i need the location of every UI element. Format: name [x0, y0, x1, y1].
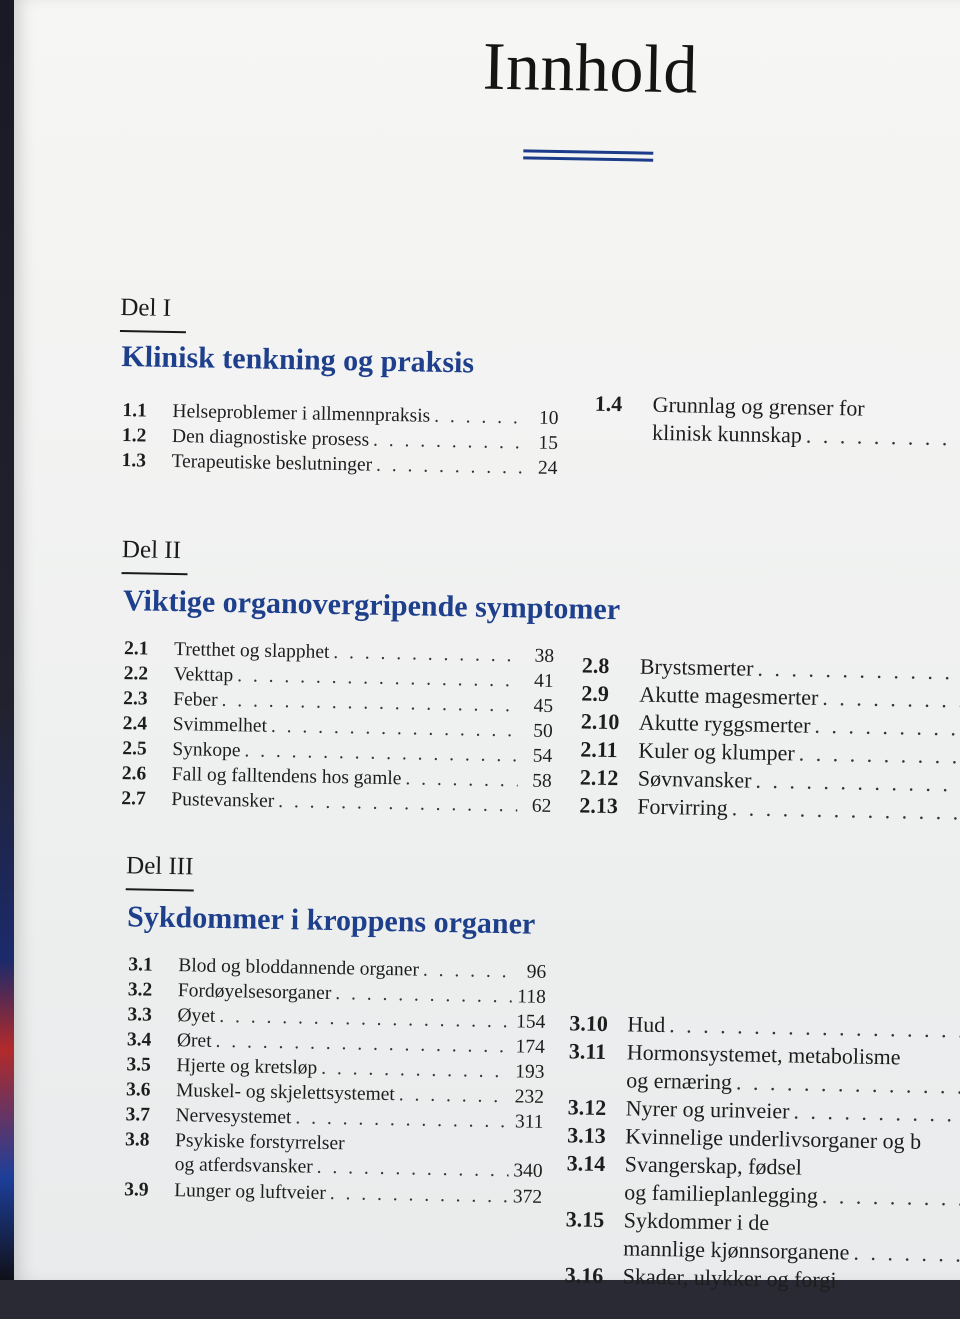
- part-label: Del III: [125, 852, 194, 881]
- entry-label: Psykiske forstyrrelser: [174, 1130, 345, 1155]
- toc-entry[interactable]: [579, 792, 960, 828]
- toc-entry[interactable]: [568, 1038, 960, 1102]
- toc-list-left: [124, 954, 547, 1212]
- entry-label: Sykdommer i de: [623, 1207, 770, 1236]
- leader-dots: [219, 1006, 511, 1033]
- entry-number: 2.11: [580, 736, 618, 763]
- entry-page: 10: [538, 407, 559, 430]
- toc-entry[interactable]: [594, 391, 960, 455]
- entry-label: Skader, ulykker og forgi: [622, 1263, 837, 1293]
- leader-dots: [822, 1183, 960, 1212]
- entry-label-continued: og ernæring: [626, 1067, 733, 1095]
- toc-entry[interactable]: [124, 1129, 543, 1187]
- leader-dots: [278, 791, 517, 817]
- entry-page: 54: [532, 745, 553, 767]
- entry-page: 154: [515, 1011, 546, 1033]
- entry-page: 118: [517, 986, 547, 1008]
- entry-number: 3.11: [568, 1038, 607, 1065]
- entry-label: Muskel- og skjelettsystemet: [175, 1080, 396, 1106]
- toc-list-right: [579, 653, 960, 829]
- leader-dots: [755, 768, 960, 799]
- toc-list-right: [564, 1010, 960, 1298]
- leader-dots: [321, 1058, 511, 1083]
- entry-number: 2.7: [121, 788, 146, 810]
- entry-number: 3.3: [127, 1004, 152, 1026]
- leader-dots: [317, 1157, 509, 1183]
- book-page: [14, 0, 960, 1293]
- leader-dots: [423, 960, 513, 984]
- entry-label-continued: klinisk kunnskap: [651, 419, 803, 448]
- entry-page: 50: [532, 720, 553, 742]
- entry-page: 96: [526, 961, 547, 983]
- entry-number: 2.9: [581, 680, 610, 707]
- entry-label: Den diagnostiske prosess: [171, 425, 370, 451]
- entry-label: Øret: [176, 1030, 212, 1052]
- title-double-rule: [523, 149, 653, 163]
- entry-number: 2.3: [123, 688, 148, 710]
- leader-dots: [399, 1084, 511, 1108]
- leader-dots: [853, 1240, 960, 1269]
- entry-label: Svangerskap, fødsel: [624, 1151, 803, 1180]
- part-underline: [120, 330, 186, 333]
- entry-page: 58: [532, 770, 552, 792]
- entry-label: Akutte ryggsmerter: [638, 709, 811, 738]
- entry-number: 1.3: [121, 450, 147, 472]
- leader-dots: [330, 1183, 509, 1208]
- entry-label: Hjerte og kretsløp: [176, 1055, 318, 1079]
- leader-dots: [333, 642, 520, 667]
- entry-label: Nyrer og urinveier: [625, 1095, 790, 1124]
- leader-dots: [295, 1107, 509, 1133]
- entry-page: 41: [533, 670, 554, 693]
- entry-number: 3.4: [126, 1029, 152, 1051]
- entry-page: 62: [531, 795, 552, 817]
- leader-dots: [244, 740, 518, 767]
- entry-number: 3.1: [128, 954, 153, 976]
- part-label: Del I: [120, 294, 172, 322]
- entry-label: Lunger og luftveier: [174, 1180, 327, 1204]
- entry-number: 3.15: [565, 1206, 605, 1233]
- entry-page: 311: [514, 1111, 544, 1133]
- toc-entry[interactable]: [565, 1206, 960, 1270]
- part-title: Viktige organovergripende symptomer: [122, 584, 621, 627]
- entry-label: Synkope: [172, 739, 241, 762]
- entry-number: 1.2: [121, 425, 147, 447]
- leader-dots: [806, 423, 960, 453]
- entry-number: 3.6: [125, 1079, 151, 1101]
- entry-label: Nervesystemet: [175, 1105, 292, 1129]
- entry-number: 2.2: [123, 663, 149, 685]
- toc-list-right: [594, 391, 960, 455]
- entry-number: 2.4: [122, 713, 148, 735]
- entry-label-continued: og familieplanlegging: [624, 1179, 819, 1208]
- entry-page: 24: [537, 457, 558, 480]
- leader-dots: [373, 430, 524, 455]
- page-title: Innhold: [482, 27, 699, 108]
- entry-page: 232: [514, 1086, 545, 1108]
- leader-dots: [669, 1012, 960, 1044]
- entry-label: Hud: [627, 1011, 666, 1038]
- entry-number: 1.4: [594, 390, 623, 417]
- entry-label: Forvirring: [637, 793, 729, 821]
- entry-label: Fall og falltendens hos gamle: [171, 764, 402, 790]
- toc-list-left: [121, 638, 554, 821]
- entry-label-continued: og atferdsvansker: [174, 1154, 313, 1178]
- leader-dots: [434, 406, 525, 430]
- leader-dots: [271, 716, 519, 743]
- leader-dots: [405, 768, 518, 792]
- entry-number: 3.2: [127, 979, 153, 1001]
- entry-number: 3.8: [124, 1129, 150, 1151]
- leader-dots: [793, 1098, 960, 1128]
- entry-number: 3.13: [567, 1122, 607, 1149]
- leader-dots: [798, 741, 960, 771]
- entry-number: 3.10: [569, 1010, 609, 1037]
- entry-label: Hormonsystemet, metabolisme: [626, 1039, 901, 1070]
- entry-number: 3.12: [567, 1094, 607, 1121]
- leader-dots: [732, 795, 960, 826]
- entry-label: Kvinnelige underlivsorganer og b: [625, 1123, 922, 1154]
- entry-number: 1.1: [122, 400, 148, 422]
- entry-number: 3.9: [124, 1179, 149, 1201]
- entry-page: 340: [513, 1160, 543, 1182]
- entry-label: Grunnlag og grenser for: [652, 391, 865, 421]
- entry-label: Tretthet og slapphet: [173, 639, 330, 663]
- entry-label: Vekttap: [173, 664, 234, 687]
- entry-label: Øyet: [177, 1005, 216, 1027]
- part-underline: [126, 888, 194, 891]
- leader-dots: [736, 1069, 960, 1100]
- toc-entry[interactable]: [564, 1262, 960, 1298]
- entry-number: 3.14: [566, 1150, 606, 1177]
- entry-page: 45: [533, 695, 554, 717]
- part-title: Klinisk tenkning og praksis: [121, 340, 475, 380]
- entry-page: 38: [534, 645, 555, 668]
- entry-label: Akutte magesmerter: [639, 681, 819, 710]
- leader-dots: [814, 713, 960, 743]
- entry-number: 2.10: [580, 708, 620, 735]
- leader-dots: [822, 685, 960, 715]
- leader-dots: [376, 455, 524, 480]
- entry-number: 2.12: [579, 764, 619, 791]
- entry-label: Helseproblemer i allmennpraksis: [172, 400, 431, 427]
- leader-dots: [215, 1031, 511, 1058]
- entry-number: 2.8: [581, 652, 610, 679]
- entry-page: 174: [515, 1036, 546, 1058]
- entry-label: Kuler og klumper: [638, 737, 795, 766]
- part-underline: [121, 572, 187, 575]
- entry-page: 15: [538, 432, 559, 455]
- toc-entry[interactable]: [566, 1150, 960, 1214]
- entry-label: Svimmelhet: [172, 714, 268, 737]
- entry-label: Søvnvansker: [637, 765, 752, 793]
- part-title: Sykdommer i kroppens organer: [126, 900, 536, 941]
- entry-label: Brystsmerter: [639, 653, 754, 681]
- entry-label-continued: mannlige kjønnsorganene: [623, 1235, 850, 1265]
- entry-number: 2.6: [121, 763, 147, 785]
- leader-dots: [335, 983, 512, 1008]
- entry-page: 193: [514, 1061, 545, 1083]
- entry-label: Terapeutiske beslutninger: [171, 450, 373, 476]
- entry-label: Feber: [173, 689, 218, 711]
- entry-number: 3.5: [126, 1054, 152, 1076]
- leader-dots: [221, 690, 519, 717]
- leader-dots: [237, 665, 520, 692]
- leader-dots: [757, 656, 960, 687]
- entry-number: 2.1: [123, 638, 149, 660]
- entry-number: 2.13: [579, 792, 619, 819]
- entry-number: 2.5: [122, 738, 147, 760]
- toc-list-left: [121, 400, 558, 483]
- entry-label: Blod og bloddannende organer: [178, 955, 420, 981]
- part-label: Del II: [121, 536, 182, 565]
- entry-number: 3.7: [125, 1104, 151, 1126]
- entry-label: Pustevansker: [171, 789, 275, 812]
- entry-label: Fordøyelsesorganer: [177, 980, 332, 1004]
- entry-page: 372: [512, 1186, 543, 1208]
- entry-number: 3.16: [564, 1262, 604, 1289]
